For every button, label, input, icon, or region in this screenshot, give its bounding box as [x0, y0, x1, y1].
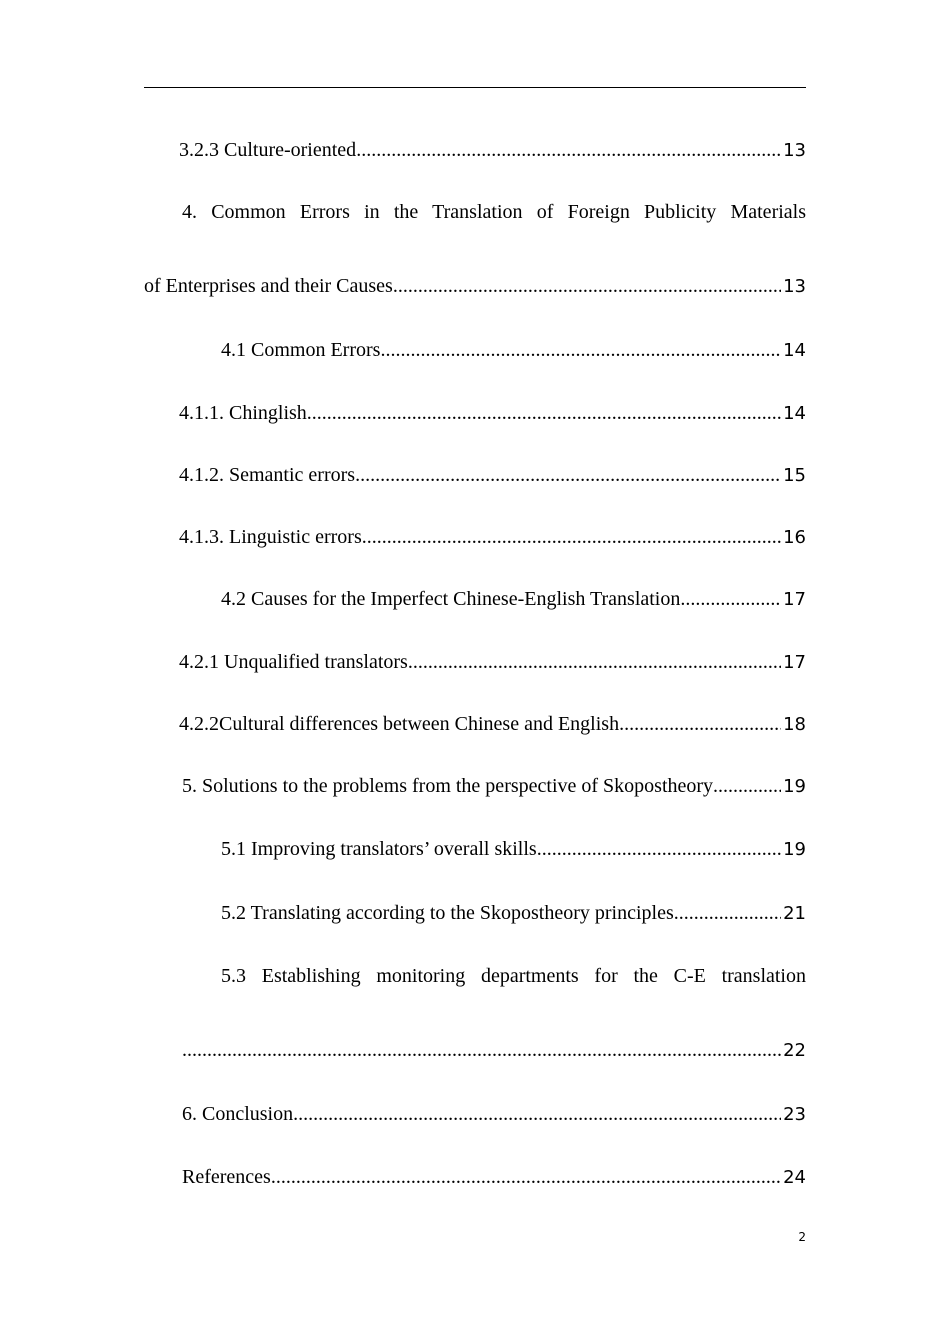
toc-page-number: 19	[783, 839, 806, 860]
toc-entry-5-3-line-2[interactable]	[182, 1036, 806, 1064]
toc-entry-title: of Enterprises and their Causes	[144, 275, 393, 297]
dot-leader	[680, 585, 781, 613]
toc-entry-4-1-1[interactable]	[179, 399, 806, 427]
toc-entry-4-2-1[interactable]	[179, 648, 806, 676]
toc-entry-title: References	[182, 1166, 271, 1188]
dot-leader	[355, 461, 781, 489]
toc-page-number: 17	[783, 652, 806, 673]
dot-leader	[713, 772, 781, 800]
toc-page-number: 15	[783, 465, 806, 486]
toc-entry-title: 4.2 Causes for the Imperfect Chinese-English Translation	[221, 588, 681, 610]
dot-leader	[537, 835, 781, 863]
toc-entry-4-1-3[interactable]	[179, 523, 806, 551]
toc-page-number: 18	[783, 714, 806, 735]
toc-entry-5-1[interactable]	[221, 835, 806, 863]
toc-entry-6[interactable]	[182, 1100, 806, 1128]
toc-entry-title: 4.1.2. Semantic errors	[179, 464, 356, 486]
toc-entry-4-2-2[interactable]	[179, 710, 806, 738]
toc-entry-3-2-3[interactable]	[179, 136, 806, 164]
dot-leader	[307, 399, 781, 427]
dot-leader	[393, 272, 781, 300]
toc-entry-4-1[interactable]	[221, 336, 806, 364]
dot-leader	[362, 523, 781, 551]
dot-leader	[356, 136, 781, 164]
toc-page-number: 13	[783, 276, 806, 297]
dot-leader	[674, 899, 781, 927]
dot-leader	[619, 710, 781, 738]
toc-entry-5-2[interactable]	[221, 899, 806, 927]
toc-entry-title: 4.2.2Cultural differences between Chinese and English	[179, 713, 620, 735]
toc-entry-4-line-1[interactable]	[182, 198, 806, 226]
toc-entry-title: 5.1 Improving translators’ overall skills	[221, 838, 537, 860]
toc-entry-4-1-2[interactable]	[179, 461, 806, 489]
toc-entry-5[interactable]	[182, 772, 806, 800]
toc-entry-4-line-2[interactable]	[144, 272, 806, 300]
dot-leader	[293, 1100, 781, 1128]
toc-entry-title: 4.1.3. Linguistic errors	[179, 526, 362, 548]
toc-page-number: 21	[783, 903, 806, 924]
dot-leader	[380, 336, 781, 364]
dot-leader	[271, 1163, 781, 1191]
toc-entry-title: 4.2.1 Unqualified translators	[179, 651, 408, 673]
toc-entry-title: 5.3 Establishing monitoring departments for the C-E translation	[221, 965, 806, 987]
dot-leader	[408, 648, 781, 676]
toc-entry-5-3-line-1[interactable]	[221, 962, 806, 990]
dot-leader	[182, 1036, 781, 1064]
toc-page-number: 22	[783, 1040, 806, 1061]
footer-page-number: 2	[798, 1230, 806, 1244]
toc-page-number: 24	[783, 1167, 806, 1188]
toc-page-number: 19	[783, 776, 806, 797]
toc-page-number: 14	[783, 403, 806, 424]
toc-entry-title: 4.1 Common Errors	[221, 339, 381, 361]
toc-entry-title: 4. Common Errors in the Translation of Foreign Publicity Materials	[182, 201, 806, 223]
toc-entry-title: 6. Conclusion	[182, 1103, 294, 1125]
header-rule	[144, 87, 806, 88]
toc-page-number: 16	[783, 527, 806, 548]
toc-page-number: 23	[783, 1104, 806, 1125]
toc-page-number: 17	[783, 589, 806, 610]
toc-entry-title: 3.2.3 Culture-oriented	[179, 139, 357, 161]
toc-entry-title: 5.2 Translating according to the Skopostheory principles	[221, 902, 674, 924]
toc-entry-references[interactable]	[182, 1163, 806, 1191]
toc-entry-4-2[interactable]	[221, 585, 806, 613]
toc-page-number: 13	[783, 140, 806, 161]
toc-entry-title: 4.1.1. Chinglish	[179, 402, 307, 424]
toc-page-number: 14	[783, 340, 806, 361]
toc-entry-title: 5. Solutions to the problems from the perspective of Skopostheory	[182, 775, 714, 797]
